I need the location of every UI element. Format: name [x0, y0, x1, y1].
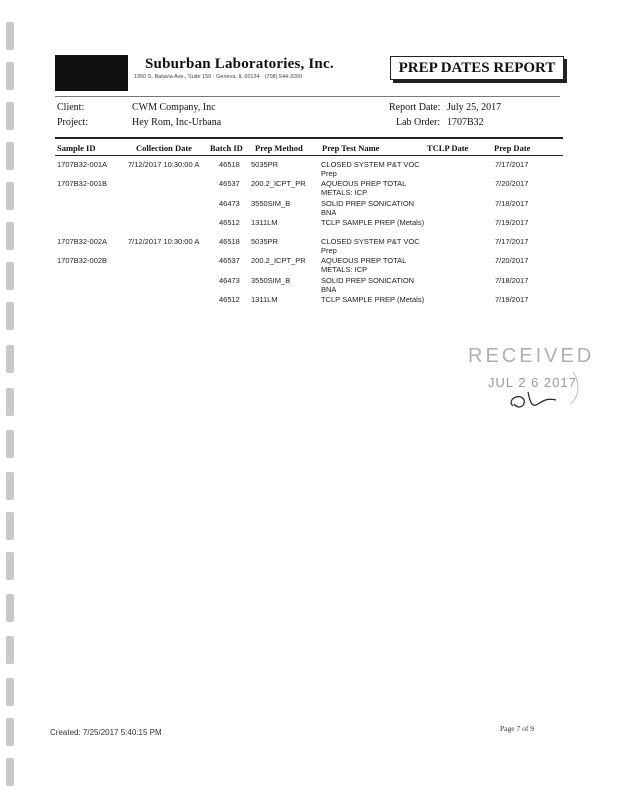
cell-batch-id: 46512 — [219, 295, 240, 304]
col-header-batch-id: Batch ID — [210, 143, 243, 153]
client-value: CWM Company, Inc — [132, 102, 216, 113]
binder-hole — [6, 302, 14, 330]
cell-prep-test-name: TCLP SAMPLE PREP (Metals) — [321, 218, 425, 227]
binder-hole — [6, 594, 14, 622]
binder-hole — [6, 142, 14, 170]
cell-prep-date: 7/17/2017 — [495, 237, 529, 246]
cell-prep-date: 7/18/2017 — [495, 199, 529, 208]
cell-prep-method: 1311LM — [251, 218, 278, 227]
cell-prep-method: 5035PR — [251, 237, 279, 246]
col-header-prep-method: Prep Method — [255, 143, 303, 153]
binder-hole — [6, 388, 14, 416]
binder-hole — [6, 512, 14, 540]
stamp-text: RECEIVED — [468, 345, 595, 367]
lab-order-label: Lab Order: — [396, 117, 441, 128]
cell-prep-date: 7/20/2017 — [495, 256, 529, 265]
report-title: PREP DATES REPORT — [390, 56, 564, 80]
cell-prep-method: 200.2_ICPT_PR — [251, 179, 306, 188]
cell-sample-id: 1707B32-002A — [57, 237, 108, 246]
company-logo — [55, 55, 128, 91]
binder-hole — [6, 345, 14, 373]
company-address: 1950 S. Batavia Ave., Suite 150 · Geneva, IL 60134 · (708) 544-3260 — [134, 74, 303, 80]
binder-hole — [6, 182, 14, 210]
binder-hole — [6, 22, 14, 50]
cell-sample-id: 1707B32-001B — [57, 179, 108, 188]
cell-prep-date: 7/20/2017 — [495, 179, 529, 188]
cell-batch-id: 46473 — [219, 276, 240, 285]
cell-prep-method: 200.2_ICPT_PR — [251, 256, 306, 265]
binder-hole — [6, 430, 14, 458]
cell-prep-test-name: AQUEOUS PREP TOTAL METALS: ICP — [321, 179, 407, 197]
report-date-label: Report Date: — [389, 102, 441, 113]
cell-batch-id: 46518 — [219, 237, 240, 246]
cell-prep-method: 5035PR — [251, 160, 279, 169]
cell-prep-test-name: SOLID PREP SONICATION BNA — [321, 276, 415, 294]
cell-batch-id: 46473 — [219, 199, 240, 208]
cell-batch-id: 46512 — [219, 218, 240, 227]
table-header-rule — [55, 155, 563, 156]
project-value: Hey Rom, Inc-Urbana — [132, 117, 222, 128]
binder-hole — [6, 552, 14, 580]
binder-hole — [6, 472, 14, 500]
binder-hole — [6, 222, 14, 250]
page-number: Page 7 of 9 — [500, 724, 534, 733]
col-header-collection-date: Collection Date — [136, 143, 192, 153]
cell-prep-test-name: TCLP SAMPLE PREP (Metals) — [321, 295, 425, 304]
col-header-sample-id: Sample ID — [57, 143, 96, 153]
binder-hole — [6, 102, 14, 130]
binder-hole — [6, 678, 14, 706]
client-label: Client: — [57, 102, 85, 113]
created-timestamp: Created: 7/25/2017 5:40:15 PM — [50, 728, 162, 737]
binder-holes — [6, 0, 18, 800]
binder-hole — [6, 262, 14, 290]
cell-prep-date: 7/17/2017 — [495, 160, 529, 169]
col-header-prep-test-name: Prep Test Name — [322, 143, 380, 153]
binder-hole — [6, 62, 14, 90]
cell-prep-test-name: AQUEOUS PREP TOTAL METALS: ICP — [321, 256, 407, 274]
cell-prep-date: 7/18/2017 — [495, 276, 529, 285]
project-label: Project: — [57, 117, 89, 128]
cell-collection-date: 7/12/2017 10:30:00 A — [128, 237, 200, 246]
cell-sample-id: 1707B32-001A — [57, 160, 108, 169]
cell-prep-test-name: CLOSED SYSTEM P&T VOC Prep — [321, 160, 420, 178]
cell-batch-id: 46537 — [219, 179, 240, 188]
header-divider — [55, 96, 560, 97]
company-name: Suburban Laboratories, Inc. — [145, 56, 334, 72]
cell-sample-id: 1707B32-002B — [57, 256, 108, 265]
cell-collection-date: 7/12/2017 10:30:00 A — [128, 160, 200, 169]
binder-hole — [6, 718, 14, 746]
col-header-prep-date: Prep Date — [494, 143, 531, 153]
stamp-date: JUL 2 6 2017 — [488, 375, 577, 390]
cell-prep-date: 7/19/2017 — [495, 295, 529, 304]
report-date-value: July 25, 2017 — [447, 102, 502, 113]
cell-batch-id: 46518 — [219, 160, 240, 169]
cell-batch-id: 46537 — [219, 256, 240, 265]
cell-prep-method: 1311LM — [251, 295, 278, 304]
stamp-signature — [458, 342, 583, 422]
binder-hole — [6, 636, 14, 664]
col-header-tclp-date: TCLP Date — [427, 143, 469, 153]
cell-prep-date: 7/19/2017 — [495, 218, 529, 227]
received-stamp — [458, 342, 595, 422]
lab-order-value: 1707B32 — [447, 117, 484, 128]
cell-prep-test-name: SOLID PREP SONICATION BNA — [321, 199, 415, 217]
cell-prep-method: 3550SIM_B — [251, 276, 291, 285]
binder-hole — [6, 758, 14, 786]
cell-prep-test-name: CLOSED SYSTEM P&T VOC Prep — [321, 237, 420, 255]
table-top-rule — [55, 137, 563, 139]
cell-prep-method: 3550SIM_B — [251, 199, 291, 208]
